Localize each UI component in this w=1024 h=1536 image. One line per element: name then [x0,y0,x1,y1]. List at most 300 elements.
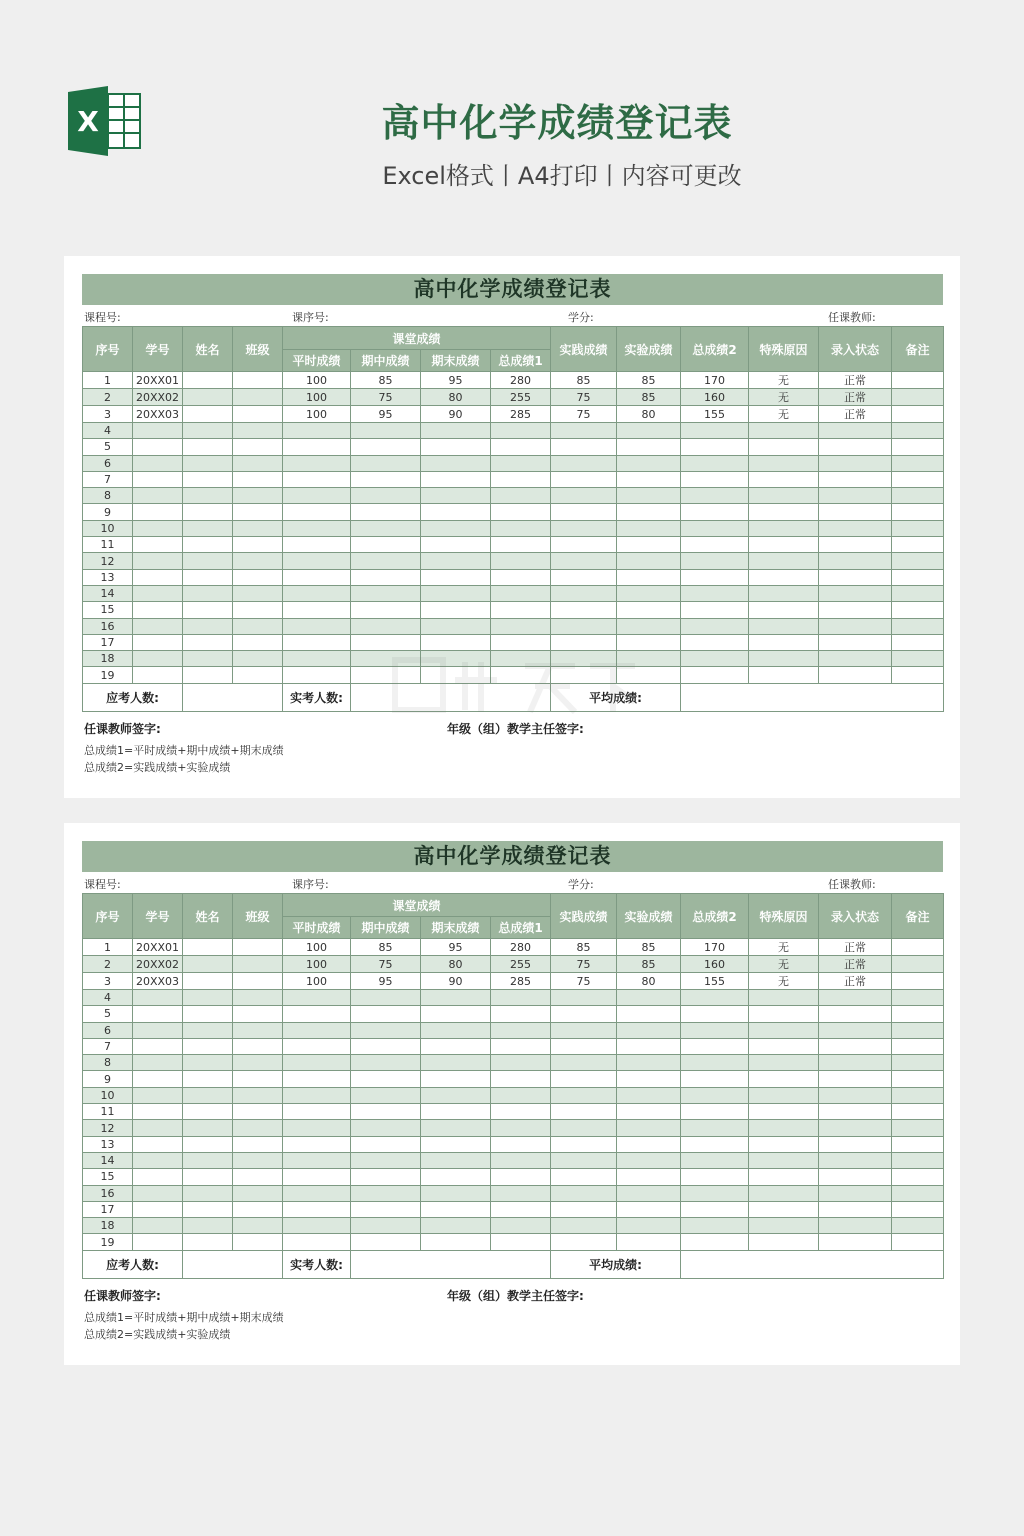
cell-midterm [351,990,421,1006]
cell-total1 [491,520,551,536]
cell-entry-status [819,1038,892,1054]
cell-seq: 1 [83,939,133,956]
cell-name [183,439,233,455]
cell-practice [551,504,617,520]
cell-remark [892,1055,944,1071]
cell-entry-status [819,520,892,536]
cell-student-id [133,1038,183,1054]
cell-practice [551,1169,617,1185]
cell-final [421,1038,491,1054]
cell-entry-status [819,423,892,439]
cell-practice [551,990,617,1006]
sheet-content [82,841,943,1343]
cell-student-id [133,1022,183,1038]
cell-remark [892,1218,944,1234]
cell-seq: 6 [83,455,133,471]
cell-total2 [681,439,749,455]
cell-class [233,389,283,406]
cell-student-id [133,1152,183,1168]
cell-special-reason [749,990,819,1006]
cell-remark [892,488,944,504]
cell-midterm [351,488,421,504]
teacher-label: 任课教师: [828,878,876,891]
cell-usual: 100 [283,939,351,956]
cell-practice: 75 [551,956,617,973]
cell-total2 [681,1087,749,1103]
cell-midterm: 75 [351,956,421,973]
cell-midterm [351,1185,421,1201]
cell-practice [551,602,617,618]
cell-remark [892,1071,944,1087]
cell-seq: 3 [83,406,133,423]
cell-class [233,1038,283,1054]
cell-midterm [351,553,421,569]
cell-seq: 4 [83,423,133,439]
cell-special-reason [749,618,819,634]
col-practice: 实践成绩 [551,327,617,372]
cell-practice [551,471,617,487]
col-class-score-group: 课堂成绩 [283,894,551,917]
cell-experiment [617,1218,681,1234]
cell-usual [283,1104,351,1120]
cell-seq: 8 [83,1055,133,1071]
cell-class [233,973,283,990]
cell-practice: 75 [551,973,617,990]
cell-student-id [133,1120,183,1136]
cell-special-reason [749,1120,819,1136]
cell-experiment: 80 [617,973,681,990]
cell-student-id: 20XX03 [133,406,183,423]
cell-name [183,553,233,569]
cell-name [183,585,233,601]
cell-usual [283,1185,351,1201]
cell-entry-status: 正常 [819,389,892,406]
cell-final [421,504,491,520]
course-info-row [82,872,943,893]
cell-remark [892,990,944,1006]
cell-seq: 5 [83,1006,133,1022]
cell-total1 [491,1120,551,1136]
cell-class [233,1104,283,1120]
col-experiment: 实验成绩 [617,327,681,372]
cell-practice [551,1071,617,1087]
cell-seq: 9 [83,504,133,520]
cell-experiment [617,553,681,569]
cell-special-reason [749,1087,819,1103]
cell-usual [283,439,351,455]
cell-student-id [133,1201,183,1217]
col-name: 姓名 [183,894,233,939]
table-row [83,455,944,471]
cell-total2 [681,520,749,536]
cell-class [233,1169,283,1185]
cell-name [183,634,233,650]
cell-experiment [617,471,681,487]
cell-remark [892,406,944,423]
cell-seq: 16 [83,618,133,634]
cell-practice [551,1218,617,1234]
cell-name [183,1055,233,1071]
table-row [83,389,944,406]
cell-midterm [351,1006,421,1022]
table-row [83,1218,944,1234]
cell-usual [283,1152,351,1168]
col-class: 班级 [233,894,283,939]
cell-name [183,569,233,585]
cell-remark [892,1120,944,1136]
cell-special-reason [749,1055,819,1071]
cell-total2 [681,471,749,487]
cell-usual [283,1055,351,1071]
cell-entry-status [819,602,892,618]
formula-note-1: 总成绩1=平时成绩+期中成绩+期末成绩 [84,1310,284,1324]
cell-entry-status [819,667,892,683]
cell-midterm [351,1152,421,1168]
cell-name [183,956,233,973]
cell-final [421,520,491,536]
cell-class [233,939,283,956]
cell-practice [551,1234,617,1250]
sheet-title: 高中化学成绩登记表 [82,274,943,305]
cell-entry-status [819,1218,892,1234]
cell-remark [892,423,944,439]
cell-usual [283,651,351,667]
cell-usual [283,537,351,553]
cell-usual [283,1071,351,1087]
cell-usual: 100 [283,406,351,423]
cell-entry-status: 正常 [819,939,892,956]
cell-seq: 1 [83,372,133,389]
cell-name [183,1038,233,1054]
cell-midterm: 85 [351,372,421,389]
cell-seq: 4 [83,990,133,1006]
cell-practice [551,439,617,455]
cell-seq: 19 [83,1234,133,1250]
cell-total2 [681,1218,749,1234]
cell-final [421,585,491,601]
cell-midterm [351,1022,421,1038]
col-total1: 总成绩1 [491,917,551,939]
cell-entry-status [819,439,892,455]
col-name: 姓名 [183,327,233,372]
cell-special-reason [749,1201,819,1217]
cell-midterm [351,1169,421,1185]
sheet-preview-2 [64,823,960,1365]
cell-midterm [351,585,421,601]
cell-usual [283,1038,351,1054]
table-row [83,471,944,487]
cell-total2 [681,1038,749,1054]
cell-midterm [351,455,421,471]
cell-final [421,1022,491,1038]
table-row [83,585,944,601]
expected-count-label: 应考人数: [83,1250,183,1278]
cell-total2: 155 [681,973,749,990]
cell-seq: 7 [83,471,133,487]
cell-total2: 170 [681,372,749,389]
col-entry-status: 录入状态 [819,327,892,372]
cell-name [183,990,233,1006]
col-final: 期末成绩 [421,917,491,939]
cell-practice [551,1087,617,1103]
cell-usual [283,1120,351,1136]
col-total2: 总成绩2 [681,327,749,372]
cell-entry-status [819,537,892,553]
cell-usual [283,1006,351,1022]
excel-icon-letter: X [77,105,99,138]
cell-seq: 2 [83,389,133,406]
cell-class [233,553,283,569]
cell-student-id [133,618,183,634]
cell-name [183,406,233,423]
cell-class [233,406,283,423]
cell-name [183,455,233,471]
cell-final [421,1201,491,1217]
table-row [83,1006,944,1022]
course-no-label: 课程号: [84,311,121,324]
cell-practice [551,1038,617,1054]
col-practice: 实践成绩 [551,894,617,939]
cell-seq: 16 [83,1185,133,1201]
cell-total2 [681,553,749,569]
table-row [83,537,944,553]
cell-class [233,956,283,973]
cell-name [183,1185,233,1201]
col-final: 期末成绩 [421,350,491,372]
cell-total1 [491,602,551,618]
cell-experiment [617,1120,681,1136]
cell-student-id [133,1136,183,1152]
table-row [83,1104,944,1120]
cell-experiment [617,439,681,455]
cell-midterm [351,537,421,553]
cell-student-id [133,602,183,618]
cell-total2 [681,651,749,667]
cell-practice [551,634,617,650]
cell-student-id [133,1169,183,1185]
cell-seq: 15 [83,602,133,618]
cell-entry-status [819,1055,892,1071]
cell-name [183,667,233,683]
cell-class [233,1234,283,1250]
cell-total1 [491,1152,551,1168]
table-row [83,939,944,956]
cell-usual [283,569,351,585]
cell-experiment [617,455,681,471]
cell-experiment [617,1104,681,1120]
cell-entry-status [819,618,892,634]
cell-usual [283,1218,351,1234]
table-row [83,1120,944,1136]
cell-seq: 14 [83,585,133,601]
cell-name [183,973,233,990]
cell-remark [892,504,944,520]
cell-remark [892,1038,944,1054]
cell-total2: 160 [681,389,749,406]
cell-remark [892,634,944,650]
cell-final [421,537,491,553]
cell-seq: 11 [83,1104,133,1120]
cell-midterm [351,471,421,487]
cell-seq: 7 [83,1038,133,1054]
cell-seq: 8 [83,488,133,504]
cell-experiment: 85 [617,956,681,973]
cell-practice [551,569,617,585]
cell-student-id [133,585,183,601]
cell-usual [283,455,351,471]
cell-practice [551,1120,617,1136]
teacher-signature-label: 任课教师签字: [84,721,161,736]
cell-final [421,1055,491,1071]
cell-total1 [491,1185,551,1201]
cell-practice [551,1104,617,1120]
cell-total2 [681,504,749,520]
cell-entry-status [819,634,892,650]
cell-class [233,439,283,455]
cell-class [233,488,283,504]
cell-usual [283,488,351,504]
cell-midterm [351,439,421,455]
cell-remark [892,939,944,956]
cell-name [183,488,233,504]
table-row [83,569,944,585]
cell-usual [283,667,351,683]
cell-total2 [681,1201,749,1217]
cell-total2 [681,667,749,683]
cell-student-id [133,471,183,487]
cell-practice [551,1055,617,1071]
table-row [83,990,944,1006]
cell-experiment [617,990,681,1006]
cell-remark [892,455,944,471]
cell-usual [283,1087,351,1103]
table-row [83,520,944,536]
cell-experiment: 85 [617,939,681,956]
teacher-signature-label: 任课教师签字: [84,1288,161,1303]
director-signature-label: 年级（组）教学主任签字: [447,1288,584,1303]
cell-name [183,1006,233,1022]
cell-entry-status [819,1201,892,1217]
cell-class [233,569,283,585]
cell-student-id [133,1071,183,1087]
cell-special-reason [749,569,819,585]
cell-special-reason [749,651,819,667]
cell-total1 [491,1201,551,1217]
cell-total2 [681,1022,749,1038]
cell-student-id [133,1055,183,1071]
cell-experiment [617,634,681,650]
cell-final [421,488,491,504]
cell-total2 [681,423,749,439]
cell-total2 [681,634,749,650]
cell-special-reason [749,1104,819,1120]
cell-practice: 85 [551,939,617,956]
cell-experiment [617,488,681,504]
col-special-reason: 特殊原因 [749,327,819,372]
cell-total1 [491,1006,551,1022]
cell-midterm [351,520,421,536]
cell-student-id [133,520,183,536]
cell-total2 [681,1071,749,1087]
table-row [83,1185,944,1201]
cell-remark [892,1234,944,1250]
cell-special-reason [749,488,819,504]
average-score-label: 平均成绩: [551,683,681,711]
seq-no-label: 课序号: [292,311,329,324]
col-remark: 备注 [892,894,944,939]
cell-name [183,1022,233,1038]
cell-total1 [491,634,551,650]
cell-student-id [133,1087,183,1103]
cell-student-id [133,488,183,504]
cell-name [183,1136,233,1152]
cell-entry-status [819,1136,892,1152]
cell-final: 90 [421,406,491,423]
cell-midterm [351,602,421,618]
cell-remark [892,1006,944,1022]
cell-class [233,1022,283,1038]
cell-remark [892,520,944,536]
cell-final [421,455,491,471]
col-class-score-group: 课堂成绩 [283,327,551,350]
cell-seq: 3 [83,973,133,990]
cell-entry-status [819,1087,892,1103]
expected-count-value [183,683,283,711]
cell-entry-status [819,1006,892,1022]
cell-name [183,1201,233,1217]
cell-special-reason [749,1006,819,1022]
cell-name [183,1218,233,1234]
cell-final [421,602,491,618]
table-row [83,406,944,423]
cell-midterm: 95 [351,406,421,423]
cell-special-reason [749,520,819,536]
table-row [83,1055,944,1071]
cell-total1: 285 [491,406,551,423]
cell-total2 [681,1136,749,1152]
cell-practice [551,1152,617,1168]
col-usual: 平时成绩 [283,350,351,372]
cell-usual: 100 [283,973,351,990]
actual-count-label: 实考人数: [283,683,351,711]
cell-final [421,1218,491,1234]
table-row [83,1169,944,1185]
cell-final [421,1104,491,1120]
cell-practice [551,1185,617,1201]
teacher-label: 任课教师: [828,311,876,324]
course-info-row [82,305,943,326]
cell-midterm [351,1201,421,1217]
cell-total1 [491,439,551,455]
cell-midterm [351,618,421,634]
cell-class [233,990,283,1006]
cell-student-id [133,1104,183,1120]
cell-class [233,1006,283,1022]
cell-total2 [681,1152,749,1168]
cell-special-reason [749,1152,819,1168]
cell-usual [283,520,351,536]
cell-entry-status [819,1022,892,1038]
cell-total1 [491,1055,551,1071]
cell-total2 [681,1234,749,1250]
cell-midterm [351,569,421,585]
cell-name [183,389,233,406]
cell-final [421,1169,491,1185]
cell-seq: 15 [83,1169,133,1185]
formula-note-2: 总成绩2=实践成绩+实验成绩 [84,1327,231,1341]
cell-total1 [491,1169,551,1185]
cell-total2 [681,990,749,1006]
